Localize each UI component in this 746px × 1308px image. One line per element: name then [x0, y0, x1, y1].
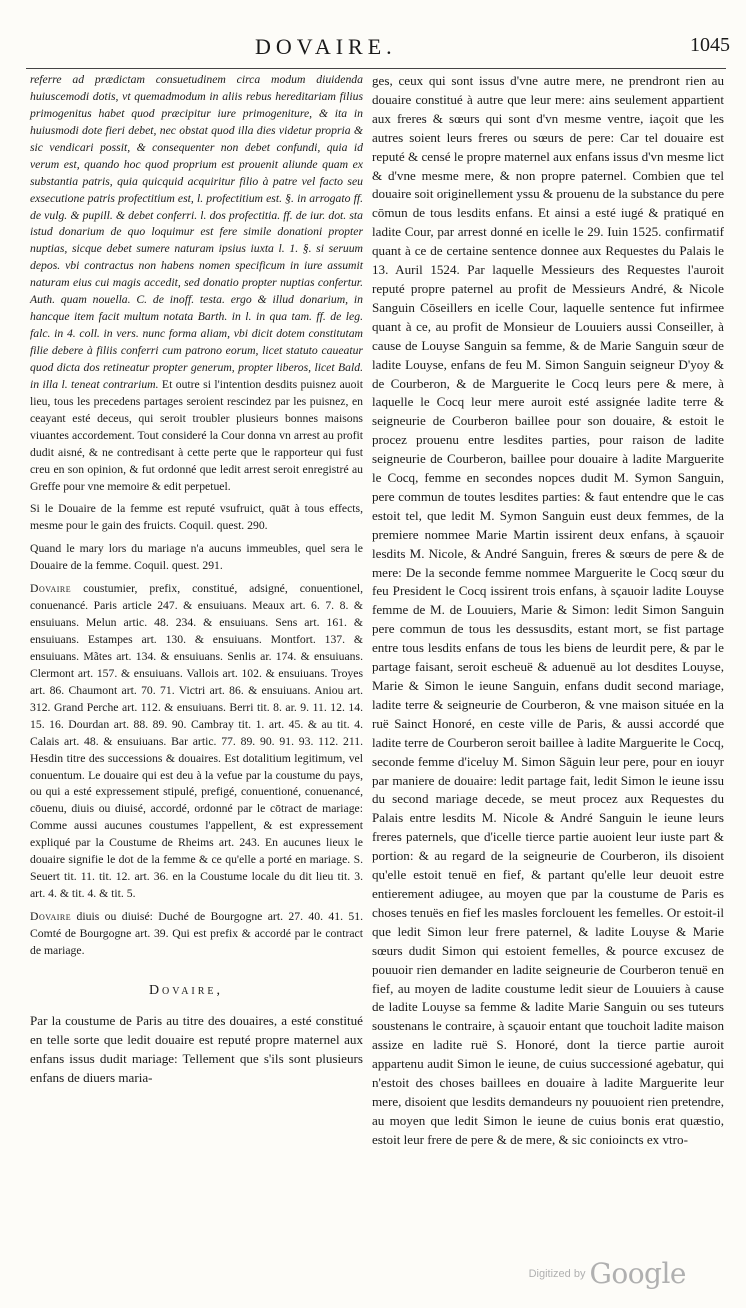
left-paragraph-4 — [30, 581, 363, 903]
right-column — [372, 72, 724, 1150]
digitized-by-label: Digitized by — [528, 1267, 586, 1280]
running-head: DOVAIRE. — [255, 34, 397, 59]
french-continuation: Et outre si l'intention desdits puisnez auoit lieu, tous les precedens partages seroient rescindez par les puisnez, en ceayant esté deceus, qui seroit troubler plusieurs bonnes maisons viuantes accordement. Tout consideré la Cour donna vn arrest au profit dudit aisné, & ne contredisant à cette perte que le rapporteur qui fust creu en son opinion, & fut ordonné que ledit arrest seroit enregistré au Greffe pour vne memoire & edit perpetuel. — [30, 377, 363, 493]
entry-text: diuis ou diuisé: Duché de Bourgogne art. 27. 40. 41. 51. Comté de Bourgogne art. 39. Qui est prefix & accordé par le contract de mariage. — [30, 910, 363, 957]
left-paragraph-5 — [30, 909, 363, 960]
digitized-watermark — [529, 1257, 686, 1290]
left-paragraph-1 — [30, 72, 363, 495]
page-header — [0, 12, 746, 72]
left-column-bottom — [30, 1012, 363, 1088]
right-paragraph: ges, ceux qui sont issus d'vne autre mere, ne prendront rien au douaire constitué à autre que leur mere: ains seulement appartient aux freres & sœurs qui sont d'vn mesme ventre, iaçoit que les autres soient leurs freres ou sœurs de pere: Car tel douaire est reputé & censé le propre maternel aux enfans issus d'vn mesme lict & d'vne mesme mere, & non propre paternel. Combien que tel douaire soit originellement yssu & prouenu de la substance du pere cōmun de tous lesdits enfans. Et ainsi a esté iugé & pratiqué en ladite Cour, par arrest donné en icelle le 29. Iuin 1525. confirmatif quant à ce de certaine sentence donnee aux Requestes du Palais le 13. Auril 1524. Par laquelle Messieurs des Requestes l'auroit reputé propre paternel au profit de Messieurs André, & Nicole Sanguin Cōseillers en icelle Cour, laquelle sentence fut infirmee quant à ce, au profit de Monsieur de Louuiers aussi Conseiller, à cause de Louyse Sanguin sa femme, & de Marie Sanguin sœur de ladite Louyse, enfans de feu M. Simon Sanguin seigneur D'yoy & de Courberon, & de Marguerite le Cocq leurs pere & mere, à laquelle le Cocq leur mere auroit esté assignée ladite terre & seigneurie de Courberon baillee pour son douaire, & estoit le procez prouenu entre lesdites parties, pour raison de ladite seigneurie de Courberon, baillee pour douaire à ladite Marguerite le Cocq, femme en secondes nopces dudit M. Symon Sanguin, pere commun de toutes lesdites parties: & faut entendre que le cas estoit tel, que ledit M. Symon Sanguin eust deux femmes, de la premiere nommee Marie Martin issirent deux enfans, à sçauoir lesdits M. Nicole, & André Sanguin, freres & sœurs de pere & de mere: De la seconde femme nommee Marguerite le Cocq sœur du feu President le Cocq issirent trois enfans, à sçauoir ladite Louyse femme de M. de Louuiers, Marie & Simon: ledit Simon Sanguin pere commun de tous les dessusdits, estant mort, se fist partage entre tous lesdits enfans de tous les biens de leurdit pere, & par le partage faisant, seroit escheuë & aduenuë au lot desdites Louyse, Marie & Simon le ieune Sanguin, enfans dudit second mariage, ladite terre & seigneurie de Courberon, & vne maison située en la ruë Sainct Honoré, en ceste ville de Paris, & aussi accordé que ladite terre de Courberon seroit baillee à ladite Marguerite le Cocq, seconde femme d'iceluy M. Simon Sãguin leur pere, pour en iouyr par maniere de douaire: ledit partage fait, ledit Simon le ieune issu du second mariage decede, se meut procez aux Requestes du Palais entre lesdits M. Nicole & André Sanguin le ieune leurs freres paternels, que d'icelle tierce partie auoient leur iuste part & portion: & au regard de la seigneurie de Courberon, ils disoient qu'elle estoit tenuë en fief, & partant qu'elle leur deuoit estre entierement adiugee, au moyen que par la coustume de Paris es choses tenuës en fief les masles forclouent les femelles. Or estoit-il que ledit Simon leur frere paternel, & ladite Louyse & Marie sœurs dudit Simon qui estoient femelles, & pource excusez de pouuoir rien demander en ladite seigneurie de Courberon tenuë en fief, au moyen de ladite coustume ledit sieur de Louuiers à cause de ladite Louyse sa femme & ladite Marie Sanguin ou ses tuteurs soustenans le contraire, à sçauoir entant que touchoit ladite maison assize en ladite ruë S. Honoré, dont la tierce partie auroit appartenu audit Simon le ieune, de cuius successioné agebatur, qui n'estoit des choses baillees en douaire à ladite Marguerite leur mere, disoient que lesdits demandeurs ny pouuoient rien pretendre, au moyen que ledit Simon le ieune de cuius bonis erat quæstio, estoit leur frere de pere & de mere, & sic conioincts ex vtro- — [372, 73, 724, 1147]
left-paragraph-6: Par la coustume de Paris au titre des douaires, a esté constitué en telle sorte que ledit douaire est reputé propre maternel aux enfans issus dudit mariage: Tellement que s'ils sont plusieurs enfans de diuers maria- — [30, 1013, 363, 1085]
left-column — [30, 72, 363, 960]
section-title: Dovaire, — [148, 983, 224, 998]
header-rule — [26, 68, 726, 69]
page-number: 1045 — [690, 34, 730, 56]
entry-lead-word: Dovaire — [30, 910, 72, 923]
entry-lead-word: Dovaire — [30, 582, 72, 596]
left-paragraph-3: Quand le mary lors du mariage n'a aucuns immeubles, quel sera le Douaire de la femme. Coquil. quest. 291. — [30, 542, 363, 573]
latin-passage: referre ad prædictam consuetudinem circa modum diuidenda huiuscemodi dotis, vt quemadmodum in aliis rebus hereditariam filius primogenitus habet quod præcipitur iure primogeniture, & ita in huiusmodi dote fieri debet, nec obstat quod illa dies videtur propria & sic vendicari possit, & consequenter non debet confundi, quia id verum est, quando hoc quod proprium est prouenit aliunde quam ex substantia patris, quia quicquid acquiritur filio à patre vel facto seu exsecutione patris profectitium est, l. profectitium est. §. in arrogato ff. de vulg. & pupill. & debet conferri. l. dos profectitia. ff. de iur. dot. sta istud donarium de quo loquimur est fere simile donationi propter nuptias, sicque debet sumere naturam ipsius iuxta l. 1. §. si seruum depos. vbi contractus non habens nomen specificum in iure assumit naturam eius cui magis accedit, sed donatio propter nuptias confertur. Auth. quam nouella. C. de inoff. testa. ergo & illud donarium, in hancque item facit multum notata Barth. in l. in qua tam. ff. de leg. falc. in 4. coll. in vers. nunc forma aliam, vbi dicit dotem constitutam filie debere à filiis conferri cum patrono eorum, licet statuto caueatur quod dicta dos retineatur propter generum, propter liberos, licet Bald. in illa l. teneat contrarium. — [30, 73, 363, 391]
left-paragraph-2: Si le Douaire de la femme est reputé vsufruict, quāt à tous effects, mesme pour le gain des fruicts. Coquil. quest. 290. — [30, 502, 363, 533]
entry-text: coustumier, prefix, constitué, adsigné, conuentionel, conuenancé. Paris article 247. & ensuiuans. Meaux art. 6. 7. 8. & ensuiuans. Melun artic. 48. 234. & ensuiuans. Sens art. 161. & ensuiuans. Estampes art. 130. & ensuiuans. Montfort. 137. & ensuiuans. Mãtes art. 134. & ensuiuans. Senlis ar. 174. & ensuiuans. Clermont art. 157. & ensuiuans. Vallois art. 102. & ensuiuans. Troyes art. 86. Chaumont art. 70. 71. Victri art. 86. & ensuiuans. Aniou art. 312. Grand Perche art. 112. & ensuiuans. Berri tit. 8. ar. 9. 11. 12. 14. 15. 16. Dourdan art. 88. 89. 90. Cambray tit. 1. art. 45. & au tit. 4. Calais art. 48. & ensuiuans. Bar artic. 77. 89. 90. 91. 93. 112. 211. Hesdin titre des successions & douaires. Est dotalitium legitimum, vel conuentum. Le douaire qui est deu à la vefue par la coustume du pays, ou qui a esté expressement stipulé, prefigé, conuentioné, conuenancé, cōuenu, diuis ou diuisé, accordé, ordonné par le cōtract de mariage: Comme aussi aucunes coustumes l'appellent, & est expressement expliqué par la Coustume de Rheims art. 243. En aucunes lieux le douaire signifie le dot de la femme & ce qu'elle a porté en mariage. S. Seuert tit. 11. tit. 12. art. 36. en la Coustume locale du dit lieu tit. 3. art. 4. & tit. 4. & tit. 5. — [30, 582, 363, 901]
google-logo: Google — [589, 1257, 686, 1290]
